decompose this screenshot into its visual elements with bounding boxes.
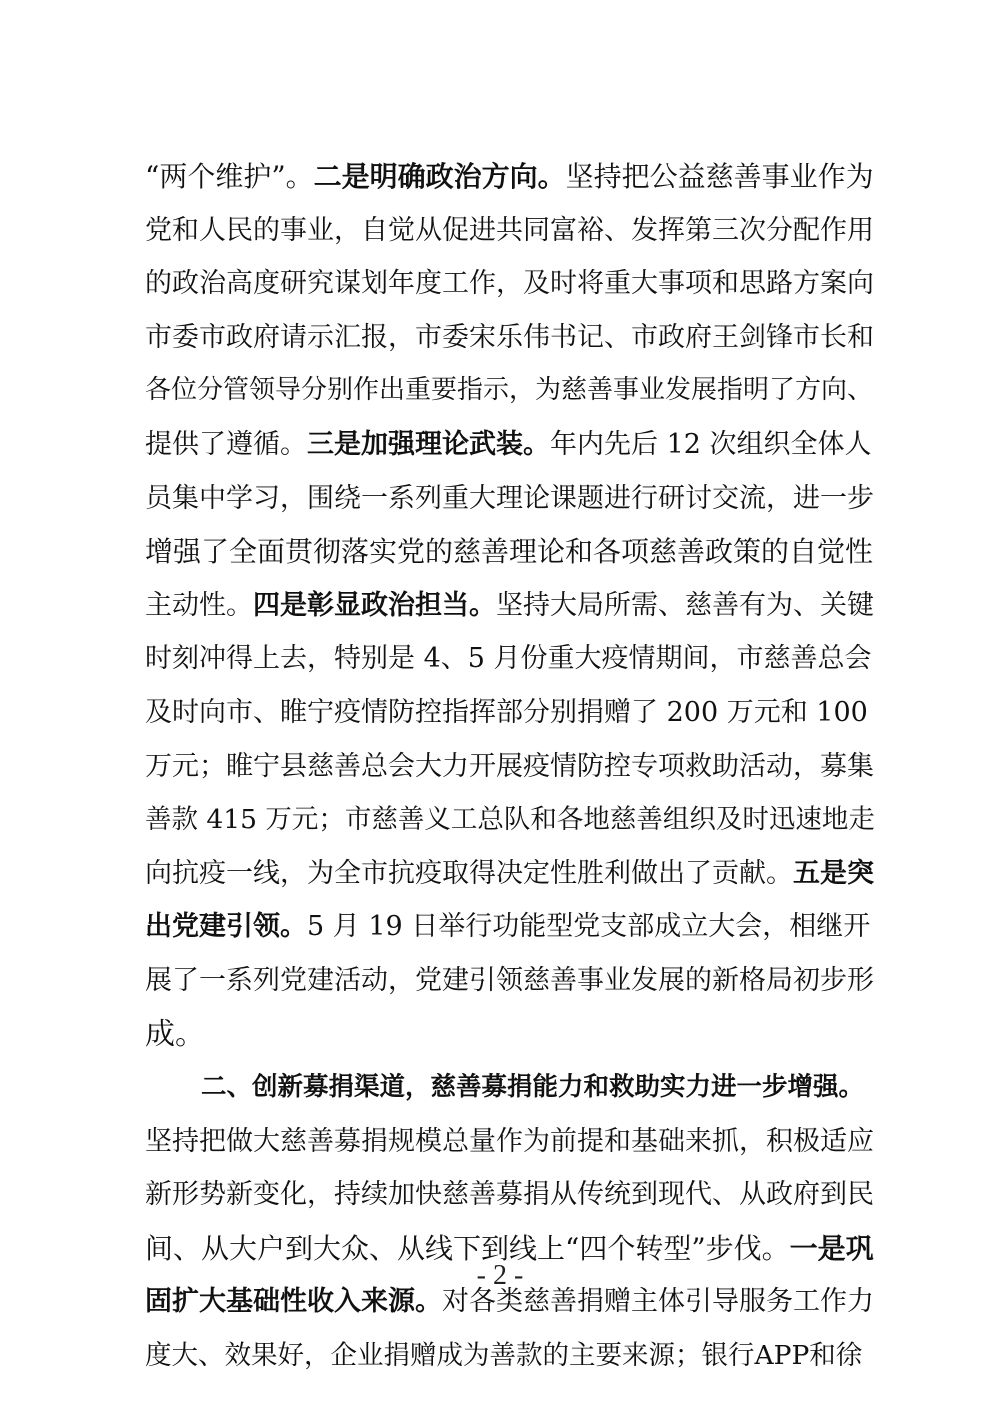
text-line xyxy=(145,900,875,954)
text-line xyxy=(145,579,875,633)
text-line xyxy=(145,418,875,472)
text-line xyxy=(145,525,875,579)
text-run: 增强了全面贯彻落实党的慈善理论和各项慈善政策的自觉性 xyxy=(145,535,874,569)
page-number: - 2 - xyxy=(476,1260,524,1291)
text-line xyxy=(145,793,875,847)
bold-text-run: 二是明确政治方向。 xyxy=(313,160,566,193)
bold-text-run: 一是巩 xyxy=(789,1231,874,1265)
text-line xyxy=(145,1329,875,1383)
text-run: 坚持把做大慈善募捐规模总量作为前提和基础来抓，积极适应 xyxy=(145,1125,874,1157)
text-run: 向抗疫一线，为全市抗疫取得决定性胜利做出了贡献。 xyxy=(145,857,793,889)
text-line xyxy=(145,740,875,794)
text-run: 党和人民的事业，自觉从促进共同富裕、发挥第三次分配作用 xyxy=(145,214,874,246)
text-run: 万元；睢宁县慈善总会大力开展疫情防控专项救助活动，募集 xyxy=(145,750,874,782)
text-run: 及时向市、睢宁疫情防控指挥部分别捐赠了 200 万元和 100 xyxy=(145,696,868,728)
text-line xyxy=(145,954,875,1008)
text-line xyxy=(145,1115,875,1169)
text-run: 展了一系列党建活动，党建引领慈善事业发展的新格局初步形 xyxy=(145,964,874,996)
text-line xyxy=(145,472,875,526)
text-run: 各位分管领导分别作出重要指示，为慈善事业发展指明了方向、 xyxy=(145,375,874,406)
text-run: 坚持大局所需、慈善有为、关键 xyxy=(496,589,874,621)
text-run: 员集中学习，围绕一系列重大理论课题进行研讨交流，进一步 xyxy=(145,482,874,514)
text-line xyxy=(145,311,875,365)
text-run: 间、从大户到大众、从线下到线上“四个转型”步伐。 xyxy=(145,1231,790,1265)
body-text xyxy=(145,150,875,1383)
text-run: 时刻冲得上去，特别是 4、5 月份重大疫情期间，市慈善总会 xyxy=(145,643,872,675)
bold-text-run: 三是加强理论武装。 xyxy=(307,428,550,460)
bold-text-run: 出党建引领。 xyxy=(145,911,307,943)
text-run: 度大、效果好，企业捐赠成为善款的主要来源；银行APP和徐 xyxy=(145,1340,863,1372)
text-line xyxy=(145,257,875,311)
text-line xyxy=(145,1168,875,1222)
text-line xyxy=(145,364,875,418)
text-line xyxy=(145,150,875,204)
text-line xyxy=(145,686,875,740)
text-run: 市委市政府请示汇报，市委宋乐伟书记、市政府王剑锋市长和 xyxy=(145,321,874,353)
text-run: “两个维护”。 xyxy=(145,160,314,193)
text-run: 的政治高度研究谋划年度工作，及时将重大事项和思路方案向 xyxy=(145,268,874,300)
bold-text-run: 固扩大基础性收入来源。 xyxy=(145,1286,442,1318)
text-line xyxy=(145,204,875,258)
text-run: 对各类慈善捐赠主体引导服务工作力 xyxy=(442,1286,874,1318)
text-run: 善款 415 万元；市慈善义工总队和各地慈善组织及时迅速地走 xyxy=(145,804,875,836)
text-run: 5 月 19 日举行功能型党支部成立大会，相继开 xyxy=(307,911,871,943)
text-run: 提供了遵循。 xyxy=(145,428,307,460)
text-run: 年内先后 12 次组织全体人 xyxy=(550,428,872,460)
text-line xyxy=(145,632,875,686)
text-run: 成。 xyxy=(145,1016,205,1052)
text-run: 坚持把公益慈善事业作为 xyxy=(565,160,874,193)
bold-text-run: 二、创新募捐渠道，慈善募捐能力和救助实力进一步增强。 xyxy=(201,1072,865,1103)
text-line xyxy=(145,1008,875,1062)
text-line xyxy=(145,1061,875,1115)
text-run: 新形势新变化，持续加快慈善募捐从传统到现代、从政府到民 xyxy=(145,1179,874,1211)
bold-text-run: 五是突 xyxy=(793,857,874,889)
text-line xyxy=(145,847,875,901)
text-run: 主动性。 xyxy=(145,589,253,621)
bold-text-run: 四是彰显政治担当。 xyxy=(253,589,496,621)
